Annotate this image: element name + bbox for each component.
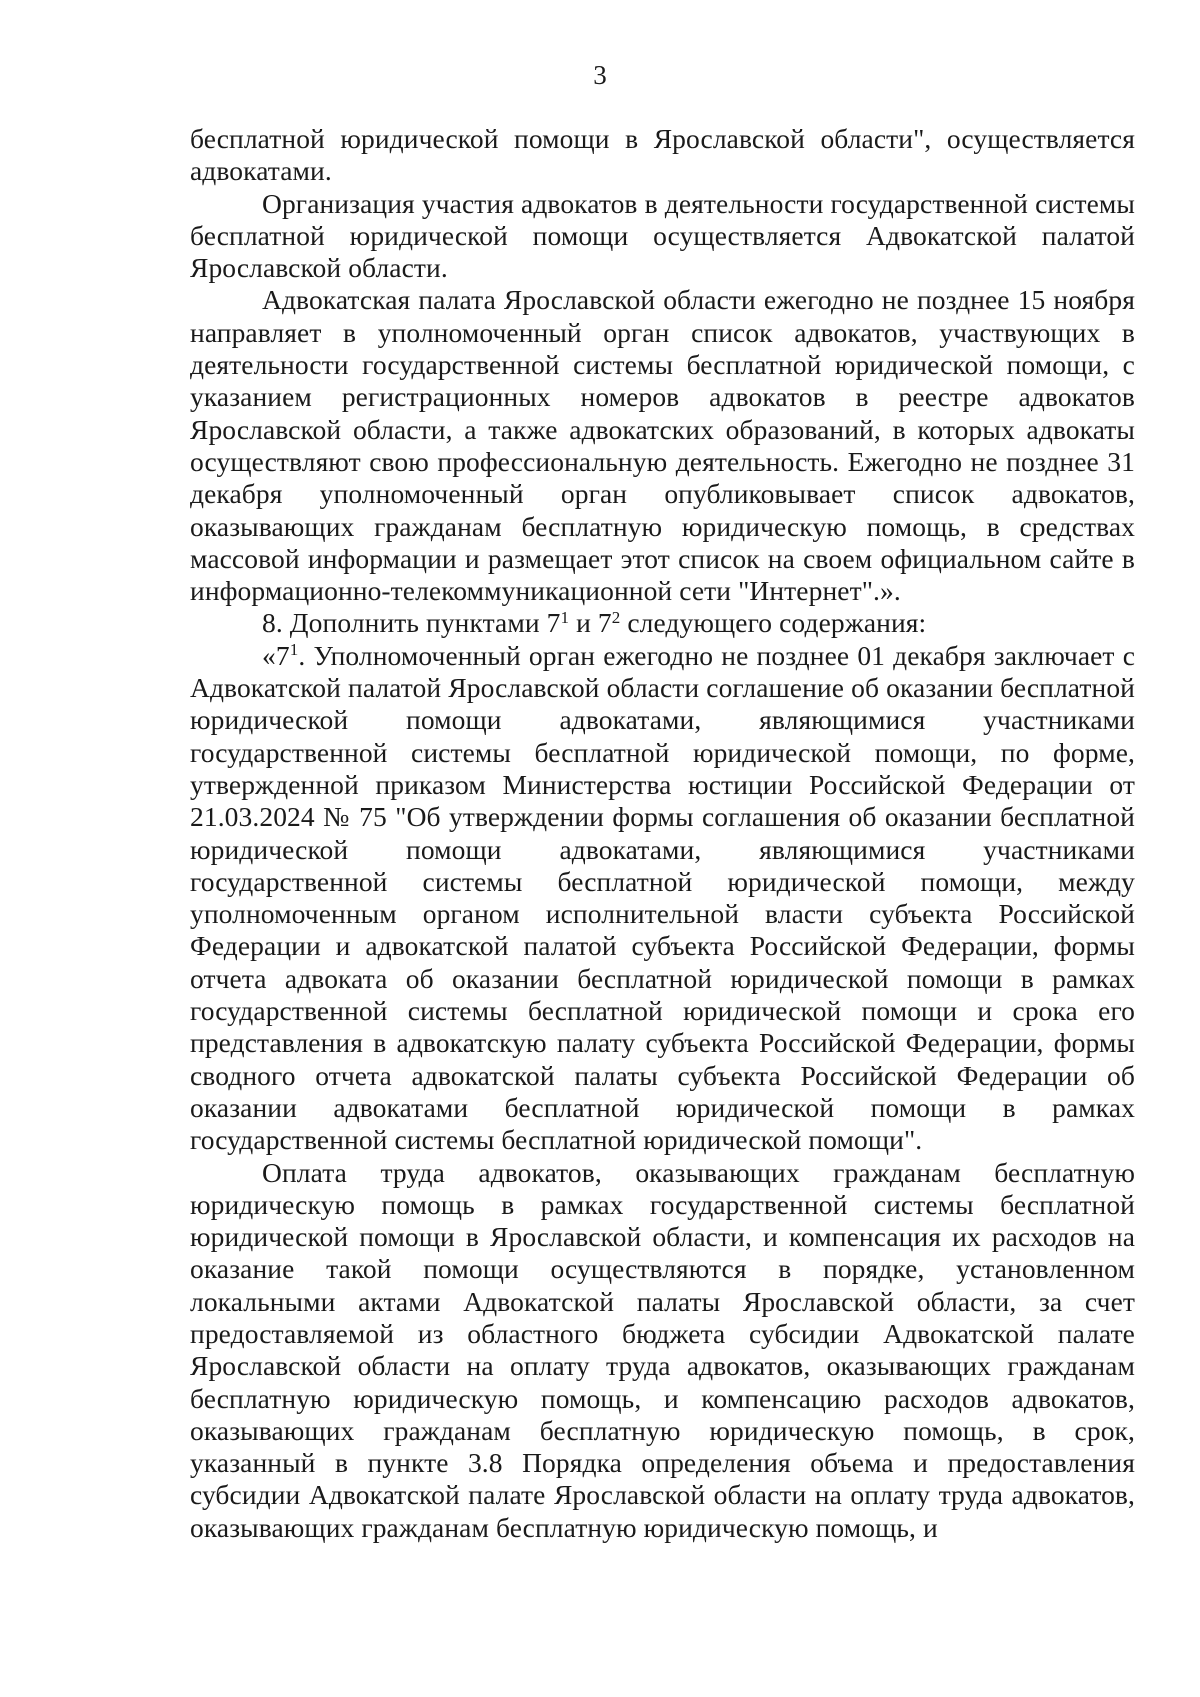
item-8-sup-1: 1 [560,608,570,628]
item-8-text-1: 8. Дополнить пунктами 7 [262,607,561,639]
item-8-text-2: и 7 [569,607,612,639]
item-8-text-3: следующего содержания: [620,607,927,639]
item-8-sup-2: 2 [611,608,621,628]
paragraph-chamber-list: Адвокатская палата Ярославской области ежегодно не позднее 15 ноября направляет в уполномоченный орган список адвокатов, участвующих в деятельности государственной системы бесплатной юридической помощи, с указанием регистрационных номеров адвокатов в реестре адвокатов Ярославской области, а также адвокатских образований, в которых адвокаты осуществляют свою профессиональную деятельность. Ежегодно не позднее 31 декабря уполномоченный орган опубликовывает список адвокатов, оказывающих гражданам бесплатную юридическую помощь, в средствах массовой информации и размещает этот список на своем официальном сайте в информационно-телекоммуникационной сети "Интернет".». [190,284,1135,607]
paragraph-item-8 [190,607,1135,639]
paragraph-organization: Организация участия адвокатов в деятельности государственной системы бесплатной юридической помощи осуществляется Адвокатской палатой Ярославской области. [190,187,1135,284]
item-7-1-sup: 1 [289,640,299,660]
item-7-1-text-1: «7 [262,639,290,671]
document-body [190,123,1135,1544]
item-7-1-text-2: . Уполномоченный орган ежегодно не позднее 01 декабря заключает с Адвокатской палатой Ярославской области соглашение об оказании бесплатной юридической помощи адвокатами, являющимися участниками государственной системы бесплатной юридической помощи, по форме, утвержденной приказом Министерства юстиции Российской Федерации от 21.03.2024 № 75 "Об утверждении формы соглашения об оказании бесплатной юридической помощи адвокатами, являющимися участниками государственной системы бесплатной юридической помощи, между уполномоченным органом исполнительной власти субъекта Российской Федерации и адвокатской палатой субъекта Российской Федерации, формы отчета адвоката об оказании бесплатной юридической помощи в рамках государственной системы бесплатной юридической помощи и срока его представления в адвокатскую палату субъекта Российской Федерации, формы сводного отчета адвокатской палаты субъекта Российской Федерации об оказании адвокатами бесплатной юридической помощи в рамках государственной системы бесплатной юридической помощи". [190,639,1135,1156]
paragraph-item-7-1 [190,640,1135,1157]
paragraph-payment: Оплата труда адвокатов, оказывающих гражданам бесплатную юридическую помощь в рамках государственной системы бесплатной юридической помощи в Ярославской области, и компенсация их расходов на оказание такой помощи осуществляются в порядке, установленном локальными актами Адвокатской палаты Ярославской области, за счет предоставляемой из областного бюджета субсидии Адвокатской палате Ярославской области на оплату труда адвокатов, оказывающих гражданам бесплатную юридическую помощь, и компенсацию расходов адвокатов, оказывающих гражданам бесплатную юридическую помощь, в срок, указанный в пункте 3.8 Порядка определения объема и предоставления субсидии Адвокатской палате Ярославской области на оплату труда адвокатов, оказывающих гражданам бесплатную юридическую помощь, и [190,1156,1135,1543]
page-number: 3 [593,60,607,90]
paragraph-continuation: бесплатной юридической помощи в Ярославской области", осуществляется адвокатами. [190,123,1135,187]
